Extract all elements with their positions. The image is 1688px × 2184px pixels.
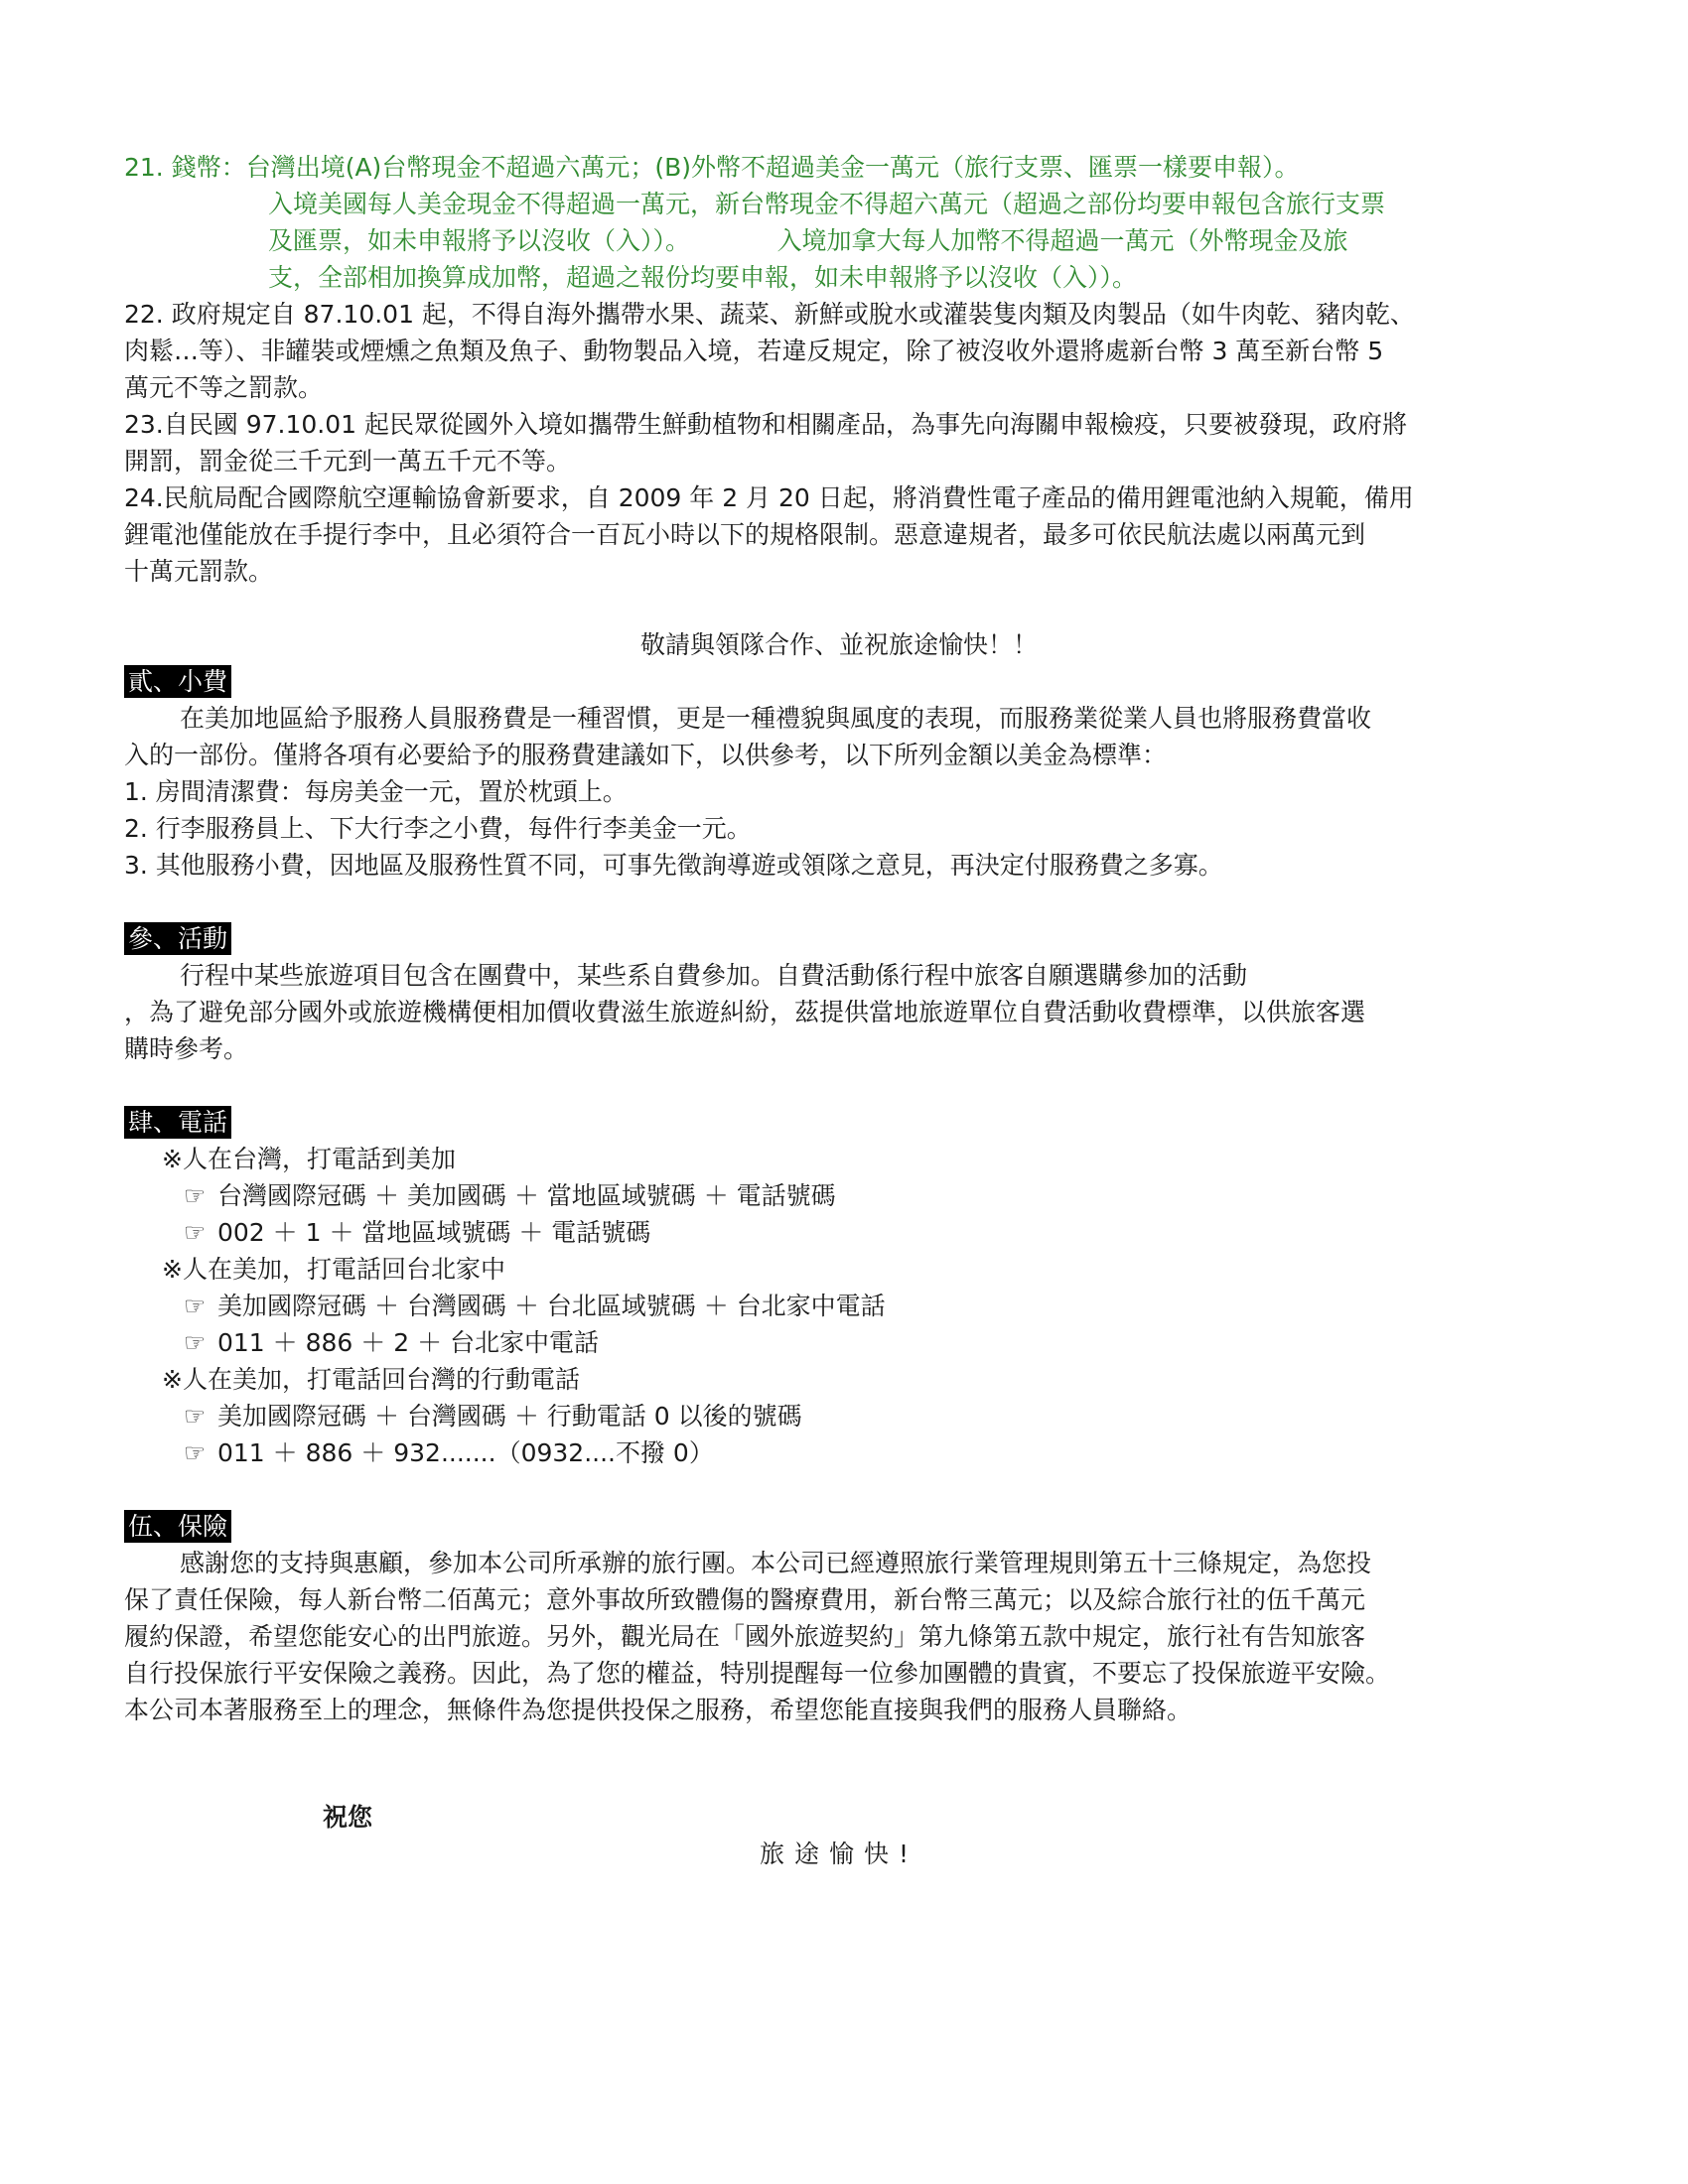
rule-21-line-2: 入境美國每人美金現金不得超過一萬元，新台幣現金不得超六萬元（超過之部份均要申報包含旅行支票 — [268, 190, 1386, 218]
insurance-line-4: 自行投保旅行平安保險之義務。因此，為了您的權益，特別提醒每一位參加團體的貴賓，不要忘了投保旅遊平安險。 — [124, 1659, 1391, 1688]
phone-group-1-formula: ☞ 台灣國際冠碼 ＋ 美加國碼 ＋ 當地區域號碼 ＋ 電話號碼 — [124, 1177, 1554, 1214]
rule-24-line-2: 鋰電池僅能放在手提行李中，且必須符合一百瓦小時以下的規格限制。惡意違規者，最多可依民航法處以兩萬元到 — [124, 520, 1366, 549]
farewell-trip: 旅途愉快! — [759, 1840, 919, 1868]
pointing-hand-icon: ☞ — [184, 1292, 207, 1320]
section-heading-tips: 貳、小費 — [124, 665, 231, 698]
activities-line-2: ，為了避免部分國外或旅遊機構便相加價收費滋生旅遊糾紛，茲提供當地旅遊單位自費活動收費標準，以供旅客選 — [124, 998, 1366, 1026]
tips-item-2: 2. 行李服務員上、下大行李之小費，每件行李美金一元。 — [124, 814, 752, 843]
phone-group-3-title: ※人在美加，打電話回台灣的行動電話 — [162, 1365, 580, 1394]
section-heading-insurance: 伍、保險 — [124, 1510, 231, 1543]
rule-22-line-1: 22. 政府規定自 87.10.01 起，不得自海外攜帶水果、蔬菜、新鮮或脫水或灌裝隻肉類及肉製品（如牛肉乾、豬肉乾、 — [124, 300, 1415, 329]
insurance-line-1: 感謝您的支持與惠顧，參加本公司所承辦的旅行團。本公司已經遵照旅行業管理規則第五十三條規定，為您投 — [180, 1549, 1372, 1577]
phone-group-3-formula: ☞ 美加國際冠碼 ＋ 台灣國碼 ＋ 行動電話 0 以後的號碼 — [124, 1398, 1554, 1434]
activities-line-3: 購時參考。 — [124, 1034, 249, 1063]
rule-21-line-1: 21. 錢幣：台灣出境(A)台幣現金不超過六萬元；(B)外幣不超過美金一萬元（旅行支票、匯票一樣要申報）。 — [124, 153, 1300, 182]
phone-group-3-example: ☞ 011 ＋ 886 ＋ 932.......（0932....不撥 0） — [124, 1434, 1554, 1471]
tips-item-1: 1. 房間清潔費：每房美金一元，置於枕頭上。 — [124, 777, 628, 806]
activities-line-1: 行程中某些旅遊項目包含在團費中，某些系自費參加。自費活動係行程中旅客自願選購參加的活動 — [180, 961, 1248, 990]
phone-group-1-example: ☞ 002 ＋ 1 ＋ 當地區域號碼 ＋ 電話號碼 — [124, 1214, 1554, 1251]
phone-group-1-title: ※人在台灣，打電話到美加 — [162, 1145, 456, 1173]
rule-21-line-3: 及匯票，如未申報將予以沒收（入））。 入境加拿大每人加幣不得超過一萬元（外幣現金及旅 — [268, 226, 1348, 255]
cooperation-closing: 敬請與領隊合作、並祝旅途愉快！！ — [639, 630, 1038, 659]
phone-group-2-example: ☞ 011 ＋ 886 ＋ 2 ＋ 台北家中電話 — [124, 1324, 1554, 1361]
section-heading-activities: 參、活動 — [124, 922, 231, 955]
section-heading-phone: 肆、電話 — [124, 1106, 231, 1139]
rule-24-line-3: 十萬元罰款。 — [124, 557, 274, 586]
insurance-line-3: 履約保證，希望您能安心的出門旅遊。另外，觀光局在「國外旅遊契約」第九條第五款中規定，旅行社有告知旅客 — [124, 1622, 1366, 1651]
document-page — [124, 149, 1554, 1872]
farewell-wish: 祝您 — [323, 1803, 373, 1832]
insurance-line-2: 保了責任保險，每人新台幣二佰萬元；意外事故所致體傷的醫療費用，新台幣三萬元；以及綜合旅行社的伍千萬元 — [124, 1585, 1366, 1614]
tips-item-3: 3. 其他服務小費，因地區及服務性質不同，可事先徵詢導遊或領隊之意見，再決定付服務費之多寡。 — [124, 851, 1223, 880]
pointing-hand-icon: ☞ — [184, 1218, 207, 1247]
rule-23-line-1: 23.自民國 97.10.01 起民眾從國外入境如攜帶生鮮動植物和相關產品，為事先向海關申報檢疫，只要被發現，政府將 — [124, 410, 1407, 439]
phone-group-2-title: ※人在美加，打電話回台北家中 — [162, 1255, 505, 1284]
insurance-line-5: 本公司本著服務至上的理念，無條件為您提供投保之服務，希望您能直接與我們的服務人員聯絡。 — [124, 1696, 1193, 1724]
pointing-hand-icon: ☞ — [184, 1438, 207, 1467]
pointing-hand-icon: ☞ — [184, 1402, 207, 1431]
pointing-hand-icon: ☞ — [184, 1181, 207, 1210]
rule-21-line-4: 支，全部相加換算成加幣，超過之報份均要申報，如未申報將予以沒收（入））。 — [268, 263, 1138, 292]
tips-intro-line-1: 在美加地區給予服務人員服務費是一種習慣，更是一種禮貌與風度的表現，而服務業從業人員也將服務費當收 — [180, 704, 1372, 733]
tips-intro-line-2: 入的一部份。僅將各項有必要給予的服務費建議如下，以供參考，以下所列金額以美金為標準： — [124, 741, 1168, 769]
rule-23-line-2: 開罰，罰金從三千元到一萬五千元不等。 — [124, 447, 572, 476]
rule-22-line-2: 肉鬆…等）、非罐裝或煙燻之魚類及魚子、動物製品入境，若違反規定，除了被沒收外還將處新台幣 3 萬至新台幣 5 — [124, 337, 1384, 365]
rule-24-line-1: 24.民航局配合國際航空運輸協會新要求，自 2009 年 2 月 20 日起，將消費性電子產品的備用鋰電池納入規範，備用 — [124, 483, 1414, 512]
rule-22-line-3: 萬元不等之罰款。 — [124, 373, 324, 402]
pointing-hand-icon: ☞ — [184, 1328, 207, 1357]
phone-group-2-formula: ☞ 美加國際冠碼 ＋ 台灣國碼 ＋ 台北區域號碼 ＋ 台北家中電話 — [124, 1288, 1554, 1324]
